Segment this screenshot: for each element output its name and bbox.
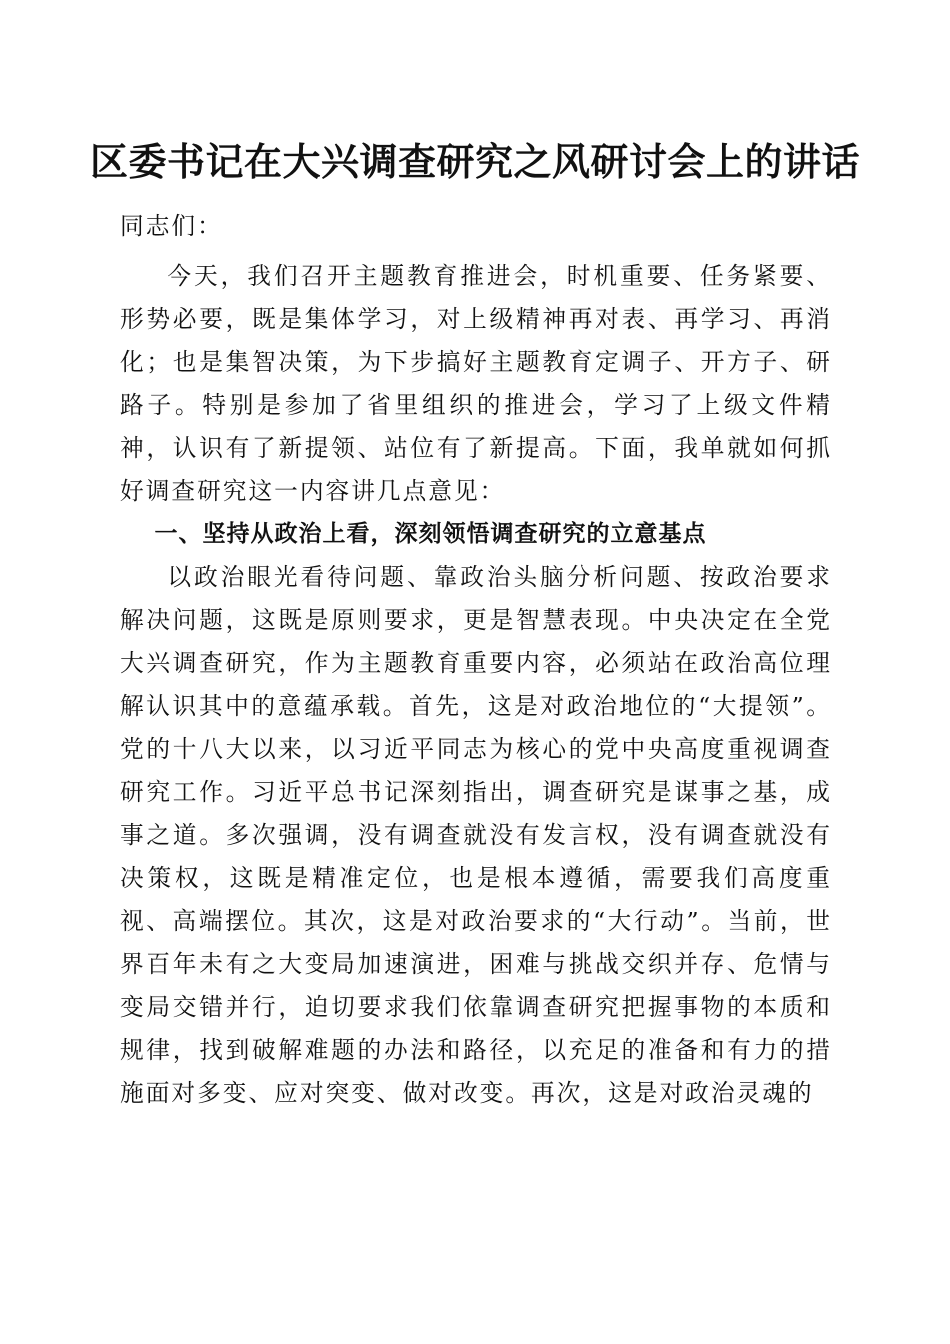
salutation: 同志们：: [120, 212, 223, 240]
intro-paragraph: 今天，我们召开主题教育推进会，时机重要、任务紧要、形势必要，既是集体学习，对上级精神再对表、再学习、再消化；也是集智决策，为下步搞好主题教育定调子、开方子、研路子。特别是参加了省里组织的推进会，学习了上级文件精神，认识有了新提领、站位有了新提高。下面，我单就如何抓好调查研究这一内容讲几点意见：: [120, 262, 832, 505]
document-title: 区委书记在大兴调查研究之风研讨会上的讲话: [89, 139, 860, 184]
section-heading: 一、坚持从政治上看，深刻领悟调查研究的立意基点: [154, 521, 707, 547]
document-body: [120, 205, 832, 1115]
section-paragraph: 以政治眼光看待问题、靠政治头脑分析问题、按政治要求解决问题，这既是原则要求，更是智慧表现。中央决定在全党大兴调查研究，作为主题教育重要内容，必须站在政治高位理解认识其中的意蕴承载。首先，这是对政治地位的“大提领”。党的十八大以来，以习近平同志为核心的党中央高度重视调查研究工作。习近平总书记深刻指出，调查研究是谋事之基，成事之道。多次强调，没有调查就没有发言权，没有调查就没有决策权，这既是精准定位，也是根本遵循，需要我们高度重视、高端摆位。其次，这是对政治要求的“大行动”。当前，世界百年未有之大变局加速演进，困难与挑战交织并存、危情与变局交错并行，迫切要求我们依靠调查研究把握事物的本质和规律，找到破解难题的办法和路径，以充足的准备和有力的措施面对多变、应对突变、做对改变。再次，这是对政治灵魂的: [120, 563, 832, 1107]
